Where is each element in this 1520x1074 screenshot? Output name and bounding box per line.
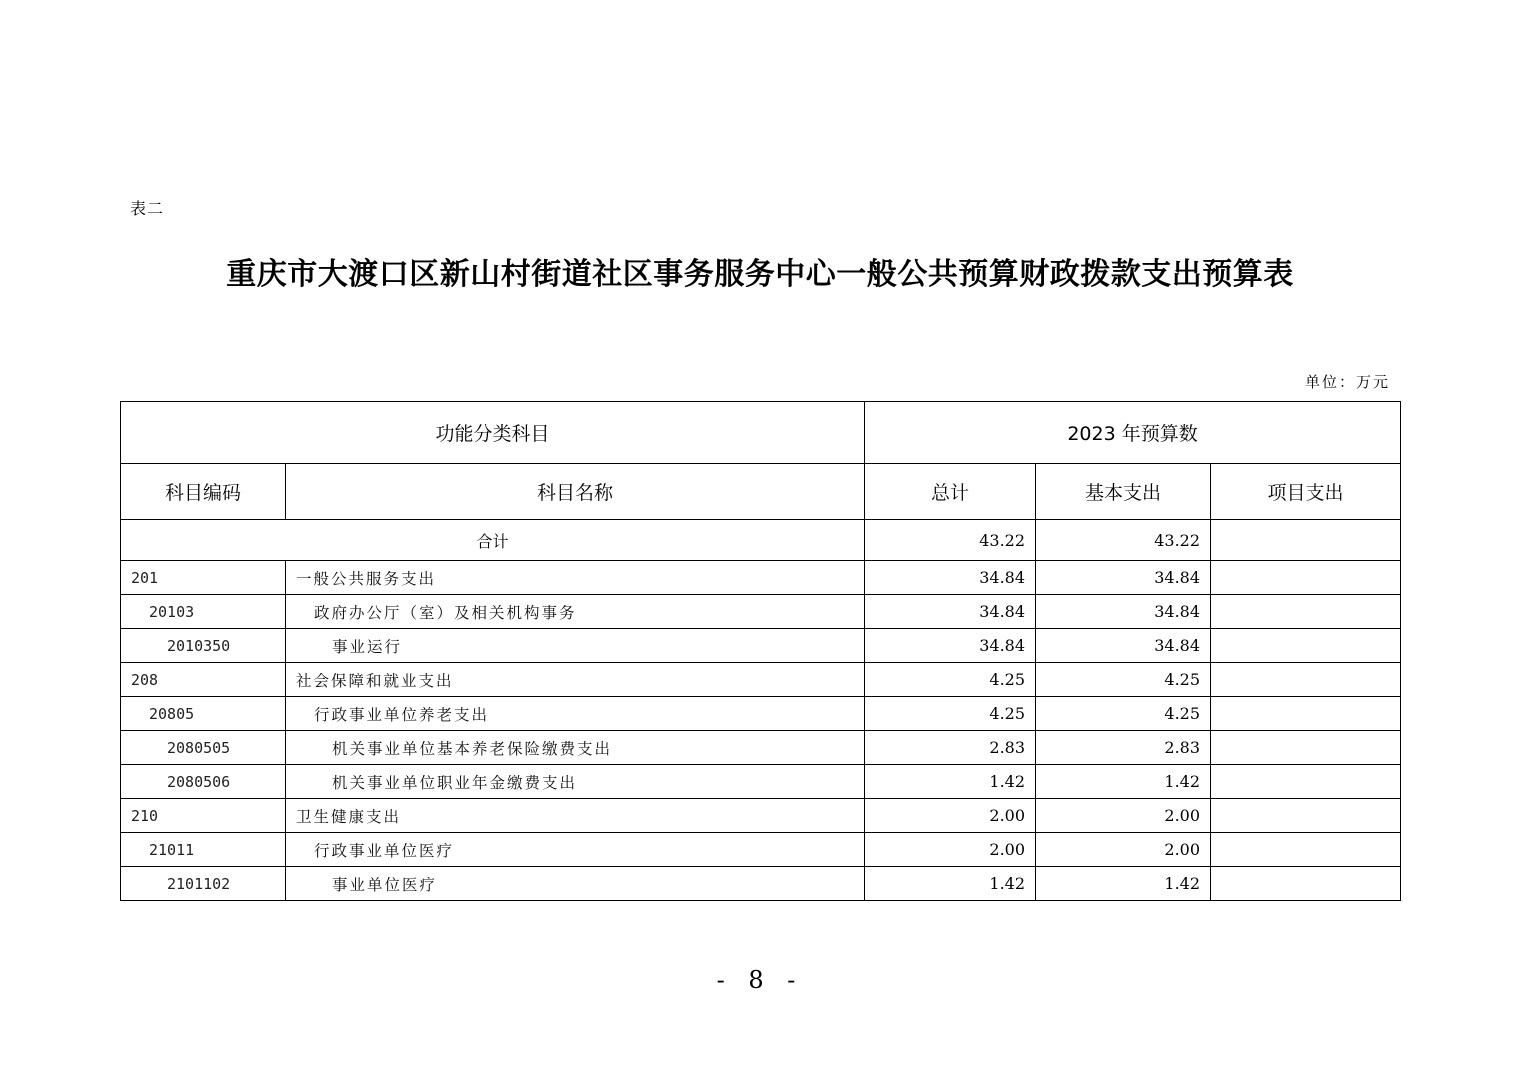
table-label: 表二 (130, 199, 165, 218)
row-code: 20103 (121, 595, 286, 629)
header-total: 总计 (865, 464, 1036, 520)
row-code: 2080505 (121, 731, 286, 765)
row-basic: 2.83 (1036, 731, 1211, 765)
row-code: 20805 (121, 697, 286, 731)
row-project (1211, 663, 1401, 697)
row-total: 4.25 (865, 697, 1036, 731)
header-basic-expenditure: 基本支出 (1036, 464, 1211, 520)
row-project (1211, 833, 1401, 867)
row-name: 行政事业单位医疗 (286, 833, 865, 867)
row-project (1211, 731, 1401, 765)
header-budget-2023: 2023 年预算数 (865, 402, 1401, 464)
total-row (121, 520, 1401, 561)
row-code: 208 (121, 663, 286, 697)
row-code: 2010350 (121, 629, 286, 663)
table-row (121, 629, 1401, 663)
table-row (121, 663, 1401, 697)
row-project (1211, 867, 1401, 901)
page-number: - 8 - (716, 966, 804, 994)
header-row-columns (121, 464, 1401, 520)
row-project (1211, 595, 1401, 629)
row-project (1211, 629, 1401, 663)
document-title: 重庆市大渡口区新山村街道社区事务服务中心一般公共预算财政拨款支出预算表 (226, 257, 1294, 292)
header-function-classification: 功能分类科目 (121, 402, 865, 464)
header-row-group (121, 402, 1401, 464)
row-total: 34.84 (865, 629, 1036, 663)
row-name: 一般公共服务支出 (286, 561, 865, 595)
row-project (1211, 765, 1401, 799)
table-row (121, 799, 1401, 833)
header-subject-code: 科目编码 (121, 464, 286, 520)
row-name: 事业单位医疗 (286, 867, 865, 901)
row-name: 机关事业单位基本养老保险缴费支出 (286, 731, 865, 765)
row-name: 政府办公厅（室）及相关机构事务 (286, 595, 865, 629)
total-label: 合计 (121, 520, 865, 561)
table-row (121, 867, 1401, 901)
header-subject-name: 科目名称 (286, 464, 865, 520)
budget-table (120, 401, 1401, 901)
row-project (1211, 561, 1401, 595)
table-row (121, 765, 1401, 799)
row-total: 34.84 (865, 595, 1036, 629)
row-total: 2.00 (865, 833, 1036, 867)
row-total: 2.83 (865, 731, 1036, 765)
row-project (1211, 799, 1401, 833)
row-total: 1.42 (865, 765, 1036, 799)
row-name: 机关事业单位职业年金缴费支出 (286, 765, 865, 799)
row-project (1211, 697, 1401, 731)
row-basic: 34.84 (1036, 629, 1211, 663)
row-total: 1.42 (865, 867, 1036, 901)
row-total: 2.00 (865, 799, 1036, 833)
row-basic: 4.25 (1036, 697, 1211, 731)
row-basic: 2.00 (1036, 799, 1211, 833)
row-code: 2101102 (121, 867, 286, 901)
row-code: 2080506 (121, 765, 286, 799)
unit-label: 单位：万元 (1304, 373, 1390, 391)
row-code: 201 (121, 561, 286, 595)
row-name: 卫生健康支出 (286, 799, 865, 833)
row-basic: 1.42 (1036, 867, 1211, 901)
row-basic: 1.42 (1036, 765, 1211, 799)
total-total: 43.22 (865, 520, 1036, 561)
row-name: 行政事业单位养老支出 (286, 697, 865, 731)
row-basic: 34.84 (1036, 595, 1211, 629)
table-row (121, 561, 1401, 595)
row-basic: 4.25 (1036, 663, 1211, 697)
table-row (121, 833, 1401, 867)
row-name: 事业运行 (286, 629, 865, 663)
row-code: 21011 (121, 833, 286, 867)
table-row (121, 595, 1401, 629)
row-total: 4.25 (865, 663, 1036, 697)
header-project-expenditure: 项目支出 (1211, 464, 1401, 520)
row-basic: 2.00 (1036, 833, 1211, 867)
total-project (1211, 520, 1401, 561)
row-total: 34.84 (865, 561, 1036, 595)
row-code: 210 (121, 799, 286, 833)
total-basic: 43.22 (1036, 520, 1211, 561)
row-basic: 34.84 (1036, 561, 1211, 595)
row-name: 社会保障和就业支出 (286, 663, 865, 697)
table-row (121, 697, 1401, 731)
table-row (121, 731, 1401, 765)
